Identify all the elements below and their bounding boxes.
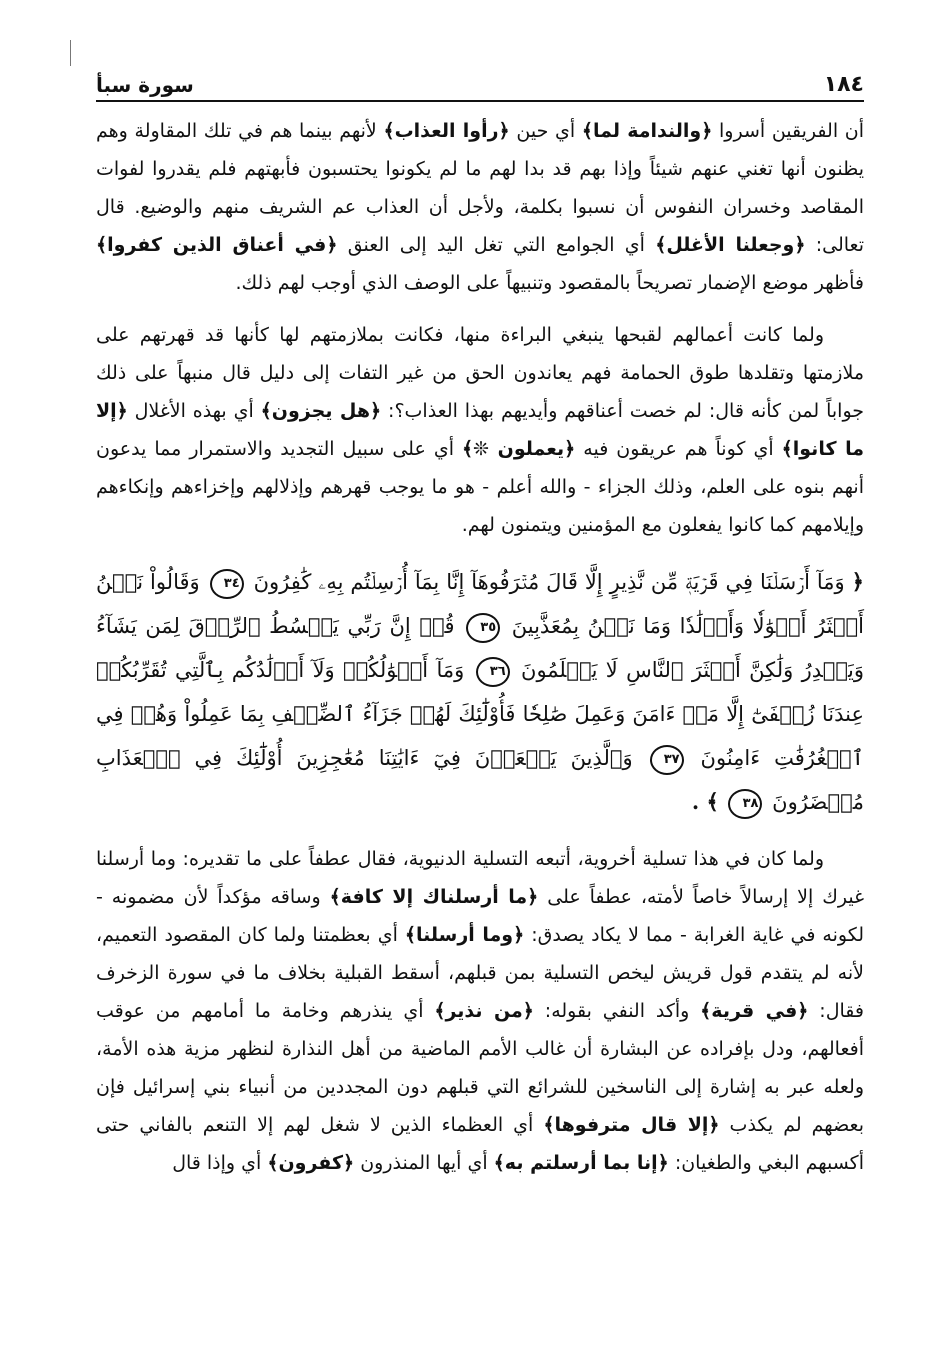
ayah-number-marker: ٣٦	[476, 657, 510, 687]
text-span: أي العظماء الذين لا شغل لهم إلا التنعم بالفاني حتى أكسبهم البغي والطغيان:	[96, 1114, 864, 1174]
verse-open-bracket: ﴿	[851, 569, 864, 594]
paragraph-1	[96, 112, 864, 302]
text-span: ولما كانت أعمالهم لقبحها ينبغي البراءة منها، فكانت بملازمتهم لها كأنها قد قهرتهم على ملازمتها وتقلدها طوق الحمامة فهم يعاندون الحق من غير التفات إلى دليل قال منبهاً على ذلك جواباً لمن كأنه قال: لم خصت أعناقهم وأيديهم بهذا العذاب؟:	[96, 324, 865, 422]
paragraph-3	[96, 840, 864, 1182]
ayah-number-marker: ٣٥	[466, 613, 500, 643]
quran-quote: ﴿والندامة لما﴾	[581, 120, 713, 142]
verse-text: وَقَالُواْ نَحۡنُ أَكۡثَرُ أَمۡوَٰلٗا وَأَوۡلَٰدٗا وَمَا نَحۡنُ بِمُعَذَّبِينَ	[96, 570, 864, 638]
verse-close-bracket: ﴾ .	[691, 789, 719, 814]
text-span: أي بهذه الأغلال	[127, 400, 261, 422]
text-span: فأظهر موضع الإضمار تصريحاً بالمقصود وتنبيهاً على الوصف الذي أوجب لهم ذلك.	[235, 272, 864, 294]
page-number: ١٨٤	[823, 72, 864, 97]
quran-quote: ﴿يعملون ❊﴾	[462, 438, 576, 460]
verse-text: وَٱلَّذِينَ يَسۡعَوۡنَ فِيٓ ءَايَٰتِنَا مُعَٰجِزِينَ أُوْلَٰٓئِكَ فِي ٱلۡعَذَابِ مُحۡضَرُونَ	[96, 746, 864, 814]
ayah-number-marker: ٣٨	[728, 789, 762, 819]
verse-text: وَمَآ أَمۡوَٰلُكُمۡ وَلَآ أَوۡلَٰدُكُم بِٱلَّتِي تُقَرِّبُكُمۡ عِندَنَا زُلۡفَىٰٓ إِلَّا مَنۡ ءَامَنَ وَعَمِلَ صَٰلِحٗا فَأُوْلَٰٓئِكَ لَهُمۡ جَزَآءُ ٱلضِّعۡفِ بِمَا عَمِلُواْ وَهُمۡ فِي ٱلۡغُرُفَٰتِ ءَامِنُونَ	[96, 658, 864, 770]
verse-text: وَمَآ أَرۡسَلۡنَا فِي قَرۡيَةٖ مِّن نَّذِيرٍ إِلَّا قَالَ مُتۡرَفُوهَآ إِنَّا بِمَآ أُرۡسِلۡتُم بِهِۦ كَٰفِرُونَ	[253, 570, 845, 594]
text-span: أي حين	[509, 120, 582, 142]
quran-quote: ﴿إلا ما كانوا﴾	[96, 400, 864, 460]
margin-mark	[70, 40, 71, 66]
paragraph-2	[96, 316, 864, 544]
text-span: أي الجوامع التي تغل اليد إلى العنق	[337, 234, 656, 256]
surah-name: سورة سبأ	[96, 73, 194, 97]
text-span: أي وإذا قال	[172, 1152, 268, 1174]
quran-quote: ﴿وما أرسلنا﴾	[404, 924, 525, 946]
ayah-number-marker: ٣٤	[210, 569, 244, 599]
text-span: أن الفريقين أسروا	[712, 120, 865, 142]
page-header	[96, 64, 864, 102]
quran-quote: ﴿ما أرسلناك إلا كافة﴾	[329, 886, 539, 908]
quran-quote: ﴿إنا بما أرسلتم به﴾	[493, 1152, 669, 1174]
verse-text: قُلۡ إِنَّ رَبِّي يَبۡسُطُ ٱلرِّزۡقَ لِمَن يَشَآءُ وَيَقۡدِرُ وَلَٰكِنَّ أَكۡثَرَ ٱلنَّاسِ لَا يَعۡلَمُونَ	[96, 614, 864, 682]
ayah-number-marker: ٣٧	[650, 745, 684, 775]
quran-quote: ﴿إلا قال مترفوها﴾	[543, 1114, 720, 1136]
text-span: لأنهم بينما هم في تلك المقاولة وهم يظنون أنها تغني عنهم شيئاً وإذا بهم قد بدا لهم ما لم يكونوا يحتسبون فأبهتهم فلم يقدروا لفوات المقاصد وخسران النفوس أن نسبوا بكلمة، ولأجل أن العذاب عم الشريف منهم والوضيع. قال تعالى:	[96, 120, 865, 256]
quran-quote: ﴿هل يجزون﴾	[260, 400, 382, 422]
text-span: أي ينذرهم وخامة ما أمامهم من عوقب أفعالهم، ودل بإفراده عن البشارة أن غالب الأمم الماضية من أهل النذارة لنظهر مزية هذه الأمة، ولعله عبر به إشارة إلى الناسخين للشرائع التي قبلهم دون المجددين من أنبياء بني إسرائيل فإن بعضهم لم يكذب	[96, 1000, 864, 1136]
text-span: أي على سبيل التجديد والاستمرار مما يدعون أنهم بنوه على العلم، وذلك الجزاء - والله أعلم - هو ما يوجب قهرهم وإذلالهم وإخزاءهم وإنكاءهم وإيلامهم كما كانوا يفعلون مع المؤمنين ويتمنون لهم.	[96, 438, 864, 536]
text-span: أي أيها المنذرون	[354, 1152, 494, 1174]
quran-quote: ﴿من نذير﴾	[434, 1000, 534, 1022]
text-span: أي كوناً هم عريقون فيه	[575, 438, 782, 460]
page-body	[96, 112, 864, 1182]
quran-quote: ﴿كفرون﴾	[267, 1152, 355, 1174]
text-span: وساقه مؤكداً لأن مضمونه - لكونه في غاية الغرابة - مما لا يكاد يصدق:	[96, 886, 864, 946]
quran-quote: ﴿في قرية﴾	[700, 1000, 809, 1022]
text-span: وأكد النفي بقوله:	[533, 1000, 701, 1022]
text-span: ولما كان في هذا تسلية أخروية، أتبعه التسلية الدنيوية، فقال عطفاً على ما تقديره: وما أرسلنا غيرك إلا إرسالاً خاصاً لأمته، عطفاً على	[96, 848, 865, 908]
quran-quote: ﴿رأوا العذاب﴾	[383, 120, 510, 142]
quran-verses-block	[96, 560, 864, 824]
text-span: أي بعظمتنا ولما كان المقصود التعميم، لأنه لم يتقدم قول قريش ليخص التسلية بمن قبلهم، أسقط القبلية بخلاف ما في سورة الزخرف فقال:	[96, 924, 864, 1022]
quran-quote: ﴿وجعلنا الأغلل﴾	[655, 234, 806, 256]
quran-quote: ﴿في أعناق الذين كفروا﴾	[96, 234, 338, 256]
